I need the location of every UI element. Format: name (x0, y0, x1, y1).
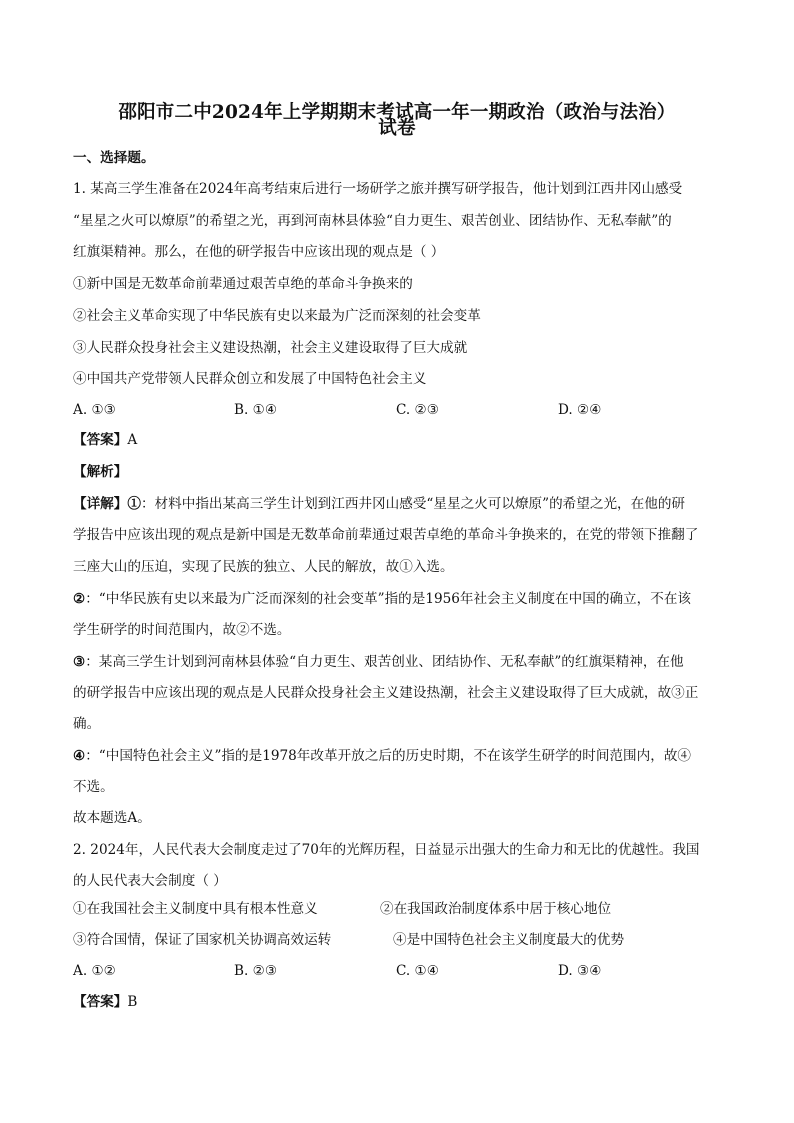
q1-analysis-line (73, 746, 691, 766)
q1-option-a: A. ①③ (73, 402, 116, 418)
q1-analysis-line: 学报告中应该出现的观点是新中国是无数革命前辈通过艰苦卓绝的革命斗争换来的，在党的带领下推翻了 (73, 527, 699, 543)
q1-stem-line: 红旗渠精神。那么，在他的研学报告中应该出现的观点是（ ） (73, 244, 445, 260)
analysis-text: ：“中华民族有史以来最为广泛而深刻的社会变革”指的是1956年社会主义制度在中国的确立，不在该 (85, 591, 692, 607)
item-marker: ② (73, 591, 86, 607)
q2-option-d: D. ③④ (558, 963, 602, 979)
item-marker: ③ (73, 654, 86, 670)
q2-option-c: C. ①④ (396, 963, 439, 979)
q2-answer (73, 992, 137, 1012)
q1-option-c: C. ②③ (396, 402, 439, 418)
section-heading: 一、选择题。 (73, 150, 155, 166)
q2-item: ①在我国社会主义制度中具有根本性意义 (73, 901, 318, 917)
q1-analysis-line (73, 589, 691, 609)
q1-analysis-line: 的研学报告中应该出现的观点是人民群众投身社会主义建设热潮，社会主义建设取得了巨大成就，故③正 (73, 685, 699, 701)
q2-item: ②在我国政治制度体系中居于核心地位 (380, 901, 612, 917)
answer-value: A (127, 432, 138, 448)
item-marker: ④ (73, 748, 86, 764)
q2-stem-line: 的人民代表大会制度（ ） (73, 873, 227, 889)
q1-conclusion: 故本题选A。 (73, 810, 151, 826)
item-marker: ① (127, 496, 141, 512)
q1-analysis-label: 【解析】 (73, 464, 128, 480)
document-title-continued: 试卷 (378, 118, 416, 139)
q1-option-d: D. ②④ (558, 402, 602, 418)
analysis-text: ：材料中指出某高三学生计划到江西井冈山感受“星星之火可以燎原”的希望之光，在他的研 (140, 496, 686, 512)
q1-stem-line: 1. 某高三学生准备在2024年高考结束后进行一场研学之旅并撰写研学报告，他计划到江西井冈山感受 (73, 181, 683, 197)
q1-answer (73, 430, 137, 450)
q1-item: ②社会主义革命实现了中华民族有史以来最为广泛而深刻的社会变革 (73, 308, 481, 324)
analysis-text: ：某高三学生计划到河南林县体验“自力更生、艰苦创业、团结协作、无私奉献”的红旗渠精神，在他 (85, 654, 684, 670)
q2-option-b: B. ②③ (234, 963, 278, 979)
q1-analysis-line: 确。 (73, 716, 101, 732)
q1-analysis-line: 学生研学的时间范围内，故②不选。 (73, 622, 291, 638)
document-title: 邵阳市二中2024年上学期期末考试高一年一期政治（政治与法治） (118, 102, 676, 123)
answer-label: 【答案】 (73, 432, 128, 448)
q1-item: ④中国共产党带领人民群众创立和发展了中国特色社会主义 (73, 371, 427, 387)
answer-label: 【答案】 (73, 994, 128, 1010)
q1-option-b: B. ①④ (234, 402, 278, 418)
q1-analysis-line: 三座大山的压迫，实现了民族的独立、人民的解放，故①入选。 (73, 559, 454, 575)
q1-analysis-line (73, 494, 685, 514)
q1-stem-line: “星星之火可以燎原”的希望之光，再到河南林县体验“自力更生、艰苦创业、团结协作、无私奉献”的 (73, 213, 672, 229)
q1-analysis-line (73, 652, 684, 672)
detail-label: 【详解】 (73, 496, 128, 512)
analysis-text: ：“中国特色社会主义”指的是1978年改革开放之后的历史时期，不在该学生研学的时间范围内，故④ (85, 748, 692, 764)
document-title-line2 (40, 114, 754, 140)
q2-stem-line: 2. 2024年，人民代表大会制度走过了70年的光辉历程，日益显示出强大的生命力和无比的优越性。我国 (73, 842, 700, 858)
q1-item: ③人民群众投身社会主义建设热潮，社会主义建设取得了巨大成就 (73, 340, 468, 356)
q1-analysis-line: 不选。 (73, 779, 114, 795)
q1-item: ①新中国是无数革命前辈通过艰苦卓绝的革命斗争换来的 (73, 276, 413, 292)
answer-value: B (127, 994, 138, 1010)
q2-item: ④是中国特色社会主义制度最大的优势 (393, 932, 625, 948)
q2-item: ③符合国情，保证了国家机关协调高效运转 (73, 932, 332, 948)
q2-option-a: A. ①② (73, 963, 116, 979)
